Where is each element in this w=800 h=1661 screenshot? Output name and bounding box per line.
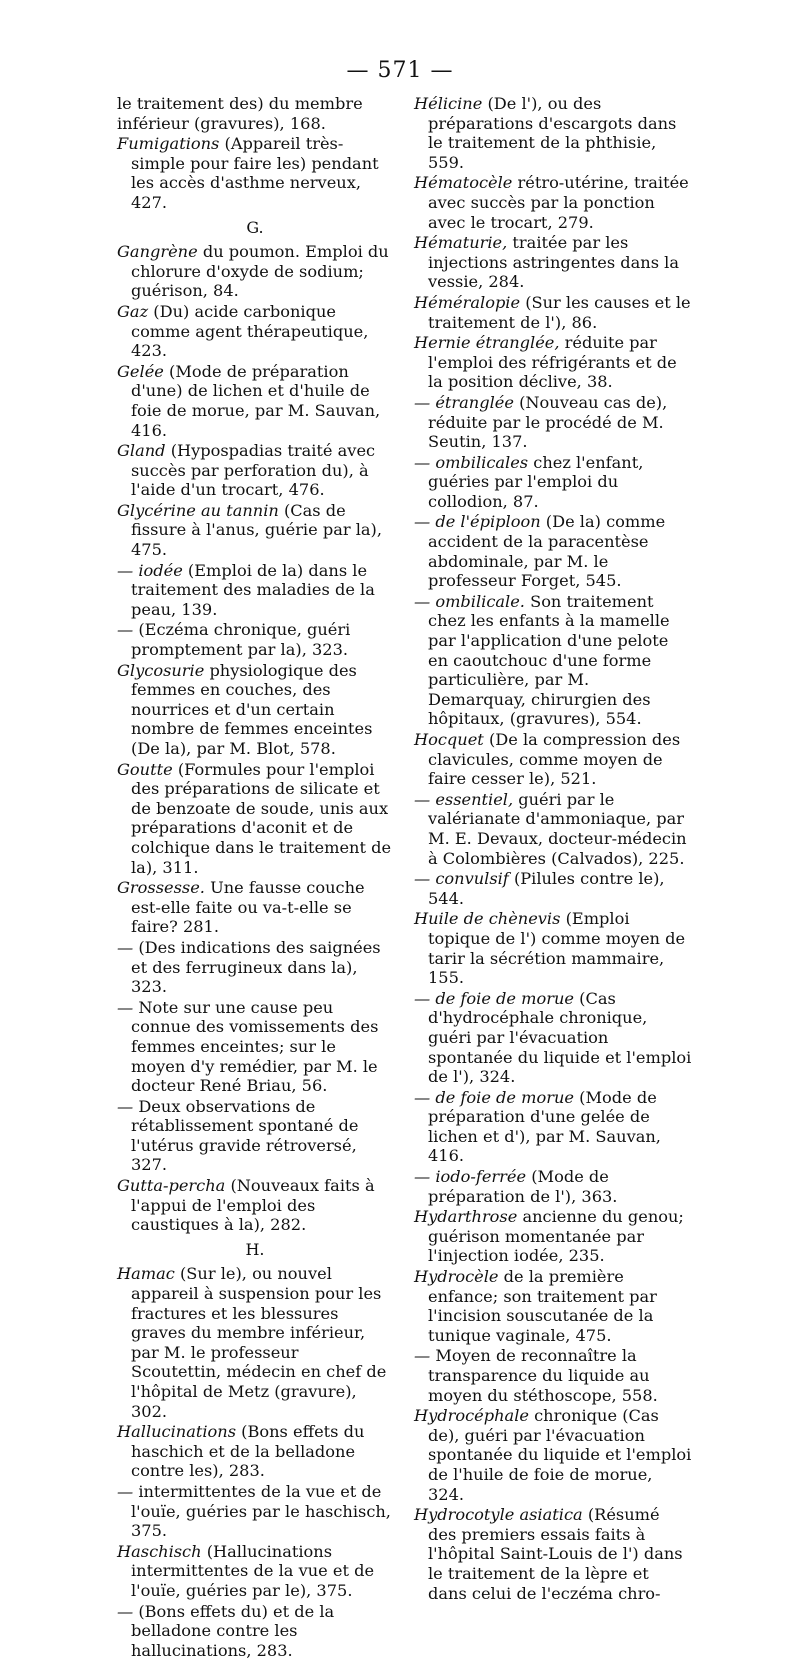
index-entry — [117, 1422, 393, 1481]
index-entry — [414, 790, 692, 868]
index-entry — [414, 1088, 692, 1166]
entry-text: Une fausse couche est-elle faite ou va-t-elle se faire? 281. — [131, 878, 365, 937]
entry-text: (Sur le), ou nouvel appareil à suspension pour les fractures et les blessures graves du membre inférieur, par M. le professeur Scoutettin, médecin en chef de l'hôpital de Metz (gravure), 302. — [131, 1264, 387, 1421]
index-entry — [414, 989, 692, 1087]
entry-heading: — ombilicales — [414, 452, 529, 472]
index-entry — [117, 1482, 393, 1541]
entry-text: (Mode de préparation d'une) de lichen et d'huile de foie de morue, par M. Sauvan, 416. — [131, 361, 381, 440]
entry-heading: — convulsif — [414, 869, 509, 889]
entry-text: (Mode de préparation de l'), 363. — [428, 1167, 618, 1206]
entry-text: (Cas de fissure à l'anus, guérie par la), 475. — [131, 500, 383, 560]
entry-text: Deux observations de rétablissement spontané de l'utérus gravide rétroversé, 327. — [131, 1096, 359, 1175]
entry-text: (Résumé des premiers essais faits à l'hôpital Saint-Louis de l') dans le traitement de la lèpre et dans celui de l'eczéma chro- — [428, 1505, 683, 1603]
entry-text: du poumon. Emploi du chlorure d'oxyde de sodium; guérison, 84. — [131, 242, 389, 301]
entry-text: (Hypospadias traité avec succès par perforation du), à l'aide d'un trocart, 476. — [131, 441, 376, 500]
entry-heading: Héméralopie — [414, 292, 521, 312]
entry-text: Son traitement chez les enfants à la mamelle par l'application d'une pelote en caoutchouc d'une forme particulière, par M. Demarquay, chirurgien des hôpitaux, (gravures), 554. — [428, 591, 670, 729]
entry-heading: — ombilicale. — [414, 591, 525, 611]
entry-text: (Formules pour l'emploi des préparations de silicate et de benzoate de soude, unis aux préparations d'aconit et de colchique dans le traitement de la), 311. — [131, 759, 392, 877]
entry-heading: — iodée — [117, 560, 183, 580]
left-column — [117, 94, 393, 1661]
index-entry — [414, 512, 692, 590]
section-letter: G. — [246, 217, 264, 237]
index-entry — [414, 1406, 692, 1504]
entry-heading: Hématocèle — [414, 173, 513, 193]
entry-text: guéri par le valérianate d'ammoniaque, par M. E. Devaux, docteur-médecin à Colombières (Calvados), 225. — [428, 789, 687, 868]
index-entry — [414, 233, 692, 292]
index-entry — [117, 1176, 393, 1235]
entry-heading: — de l'épiploon — [414, 512, 541, 532]
entry-text: chronique (Cas de), guéri par l'évacuation spontanée du liquide et l'emploi de l'huile de foie de morue, 324. — [428, 1406, 692, 1504]
entry-heading: Hallucinations — [117, 1422, 237, 1442]
index-entry — [117, 501, 393, 560]
entry-text: (Nouveaux faits à l'appui de l'emploi des caustiques à la), 282. — [131, 1176, 375, 1235]
entry-heading: Hydrocotyle asiatica — [414, 1505, 583, 1525]
index-entry — [414, 293, 692, 332]
entry-heading: Gaz — [117, 301, 149, 321]
entry-text: (De la compression des clavicules, comme moyen de faire cesser le), 521. — [428, 730, 681, 789]
index-entry — [414, 909, 692, 987]
entry-text: chez l'enfant, guéries par l'emploi du collodion, 87. — [428, 452, 644, 511]
entry-text: (Sur les causes et le traitement de l'), 86. — [428, 292, 691, 332]
index-entry — [414, 1505, 692, 1603]
index-entry — [414, 1207, 692, 1266]
entry-heading: — — [117, 1481, 134, 1501]
entry-text: (Emploi topique de l') comme moyen de tarir la sécrétion mammaire, 155. — [428, 909, 686, 988]
index-entry — [117, 1602, 393, 1661]
index-entry — [414, 333, 692, 392]
entry-heading: — — [117, 620, 134, 640]
entry-heading: Gland — [117, 441, 166, 461]
entry-text: réduite par l'emploi des réfrigérants et de la position déclive, 38. — [428, 333, 677, 392]
index-entry — [414, 1267, 692, 1345]
right-column — [414, 94, 692, 1604]
entry-heading: — étranglée — [414, 392, 514, 412]
entry-text: (Hallucinations intermittentes de la vue et de l'ouïe, guéries par le), 375. — [131, 1541, 375, 1600]
entry-text: (Nouveau cas de), réduite par le procédé de M. Seutin, 137. — [428, 392, 668, 452]
entry-text: (Du) acide carbonique comme agent thérapeutique, 423. — [131, 301, 369, 361]
entry-heading: — — [117, 997, 134, 1017]
entry-heading: — de foie de morue — [414, 1087, 574, 1107]
index-entry — [414, 453, 692, 512]
entry-heading: Gutta-percha — [117, 1176, 226, 1196]
entry-heading: Hématurie, — [414, 233, 508, 253]
entry-heading: — — [117, 937, 134, 957]
entry-text: Note sur une cause peu connue des vomissements des femmes enceintes; sur le moyen d'y remédier, par M. le docteur René Briau, 56. — [131, 997, 379, 1096]
entry-heading: Hydrocèle — [414, 1267, 499, 1287]
index-entry — [117, 1264, 393, 1421]
entry-heading: — iodo-ferrée — [414, 1167, 527, 1187]
entry-heading: Hamac — [117, 1264, 175, 1284]
index-entry — [414, 393, 692, 452]
entry-heading: Hydrocéphale — [414, 1406, 529, 1426]
index-entry — [117, 661, 393, 759]
entry-text: (Bons effets du haschich et de la belladone contre les), 283. — [131, 1422, 365, 1481]
index-entry — [117, 362, 393, 440]
index-entry — [117, 1097, 393, 1175]
entry-text: (Cas d'hydrocéphale chronique, guéri par l'évacuation spontanée du liquide et l'emploi de l'), 324. — [428, 988, 692, 1087]
entry-heading: — de foie de morue — [414, 988, 574, 1008]
entry-heading: Gangrène — [117, 242, 198, 262]
index-entry — [117, 938, 393, 997]
index-entry — [414, 1346, 692, 1405]
entry-text: ancienne du genou; guérison momentanée par l'injection iodée, 235. — [428, 1207, 684, 1266]
entry-heading: Fumigations — [117, 134, 220, 154]
index-entry — [117, 760, 393, 878]
index-entry — [414, 730, 692, 789]
entry-heading: Glycérine au tannin — [117, 500, 279, 520]
entry-text: le traitement des) du membre inférieur (gravures), 168. — [117, 94, 363, 133]
page-number: — 571 — — [346, 58, 454, 83]
entry-text: traitée par les injections astringentes dans la vessie, 284. — [428, 233, 680, 292]
entry-heading: Hernie étranglée, — [414, 333, 560, 353]
index-entry — [117, 1542, 393, 1601]
entry-text: (Appareil très-simple pour faire les) pendant les accès d'asthme nerveux, 427. — [131, 134, 379, 212]
entry-text: (Mode de préparation d'une gelée de lichen et d'), par M. Sauvan, 416. — [428, 1087, 661, 1166]
entry-text: (De la) comme accident de la paracentèse abdominale, par M. le professeur Forget, 545. — [428, 512, 666, 591]
entry-text: (Eczéma chronique, guéri promptement par la), 323. — [131, 620, 351, 660]
entry-text: (De l'), ou des préparations d'escargots dans le traitement de la phthisie, 559. — [428, 94, 677, 172]
entry-text: rétro-utérine, traitée avec succès par la ponction avec le trocart, 279. — [428, 173, 689, 232]
index-entry — [117, 878, 393, 937]
index-entry — [117, 998, 393, 1096]
index-entry — [414, 869, 692, 908]
index-entry — [117, 242, 393, 301]
index-entry — [414, 1167, 692, 1206]
entry-heading: — — [414, 1346, 431, 1366]
entry-heading: Hydarthrose — [414, 1207, 518, 1227]
entry-text: intermittentes de la vue et de l'ouïe, guéries par le haschisch, 375. — [131, 1481, 391, 1541]
index-entry — [117, 302, 393, 361]
entry-heading: Glycosurie — [117, 660, 205, 680]
entry-text: (Bons effets du) et de la belladone contre les hallucinations, 283. — [131, 1601, 335, 1660]
index-entry — [414, 592, 692, 729]
entry-heading: Hocquet — [414, 730, 484, 749]
entry-heading: — essentiel, — [414, 789, 514, 809]
index-entry — [117, 94, 393, 133]
index-entry — [117, 134, 393, 212]
entry-heading: Gelée — [117, 361, 164, 381]
index-entry — [117, 441, 393, 500]
entry-heading: — — [117, 1096, 134, 1116]
entry-text: de la première enfance; son traitement par l'incision souscutanée de la tunique vaginale, 475. — [428, 1267, 657, 1345]
entry-heading: Grossesse. — [117, 878, 205, 898]
section-letter: H. — [245, 1239, 265, 1259]
index-entry — [117, 620, 393, 659]
entry-text: (Pilules contre le), 544. — [428, 869, 665, 908]
entry-text: Moyen de reconnaître la transparence du liquide au moyen du stéthoscope, 558. — [428, 1346, 658, 1405]
entry-heading: — — [117, 1601, 134, 1621]
entry-heading: Huile de chènevis — [414, 909, 561, 929]
entry-heading: Hélicine — [414, 94, 483, 113]
entry-text: physiologique des femmes en couches, des nourrices et d'un certain nombre de femmes enceintes (De la), par M. Blot, 578. — [131, 660, 373, 758]
entry-text: (Emploi de la) dans le traitement des maladies de la peau, 139. — [131, 560, 375, 619]
index-entry — [414, 173, 692, 232]
entry-heading: Haschisch — [117, 1541, 202, 1561]
entry-text: (Des indications des saignées et des ferrugineux dans la), 323. — [131, 937, 381, 997]
index-entry — [117, 561, 393, 620]
index-entry — [414, 94, 692, 172]
entry-heading: Goutte — [117, 759, 173, 779]
